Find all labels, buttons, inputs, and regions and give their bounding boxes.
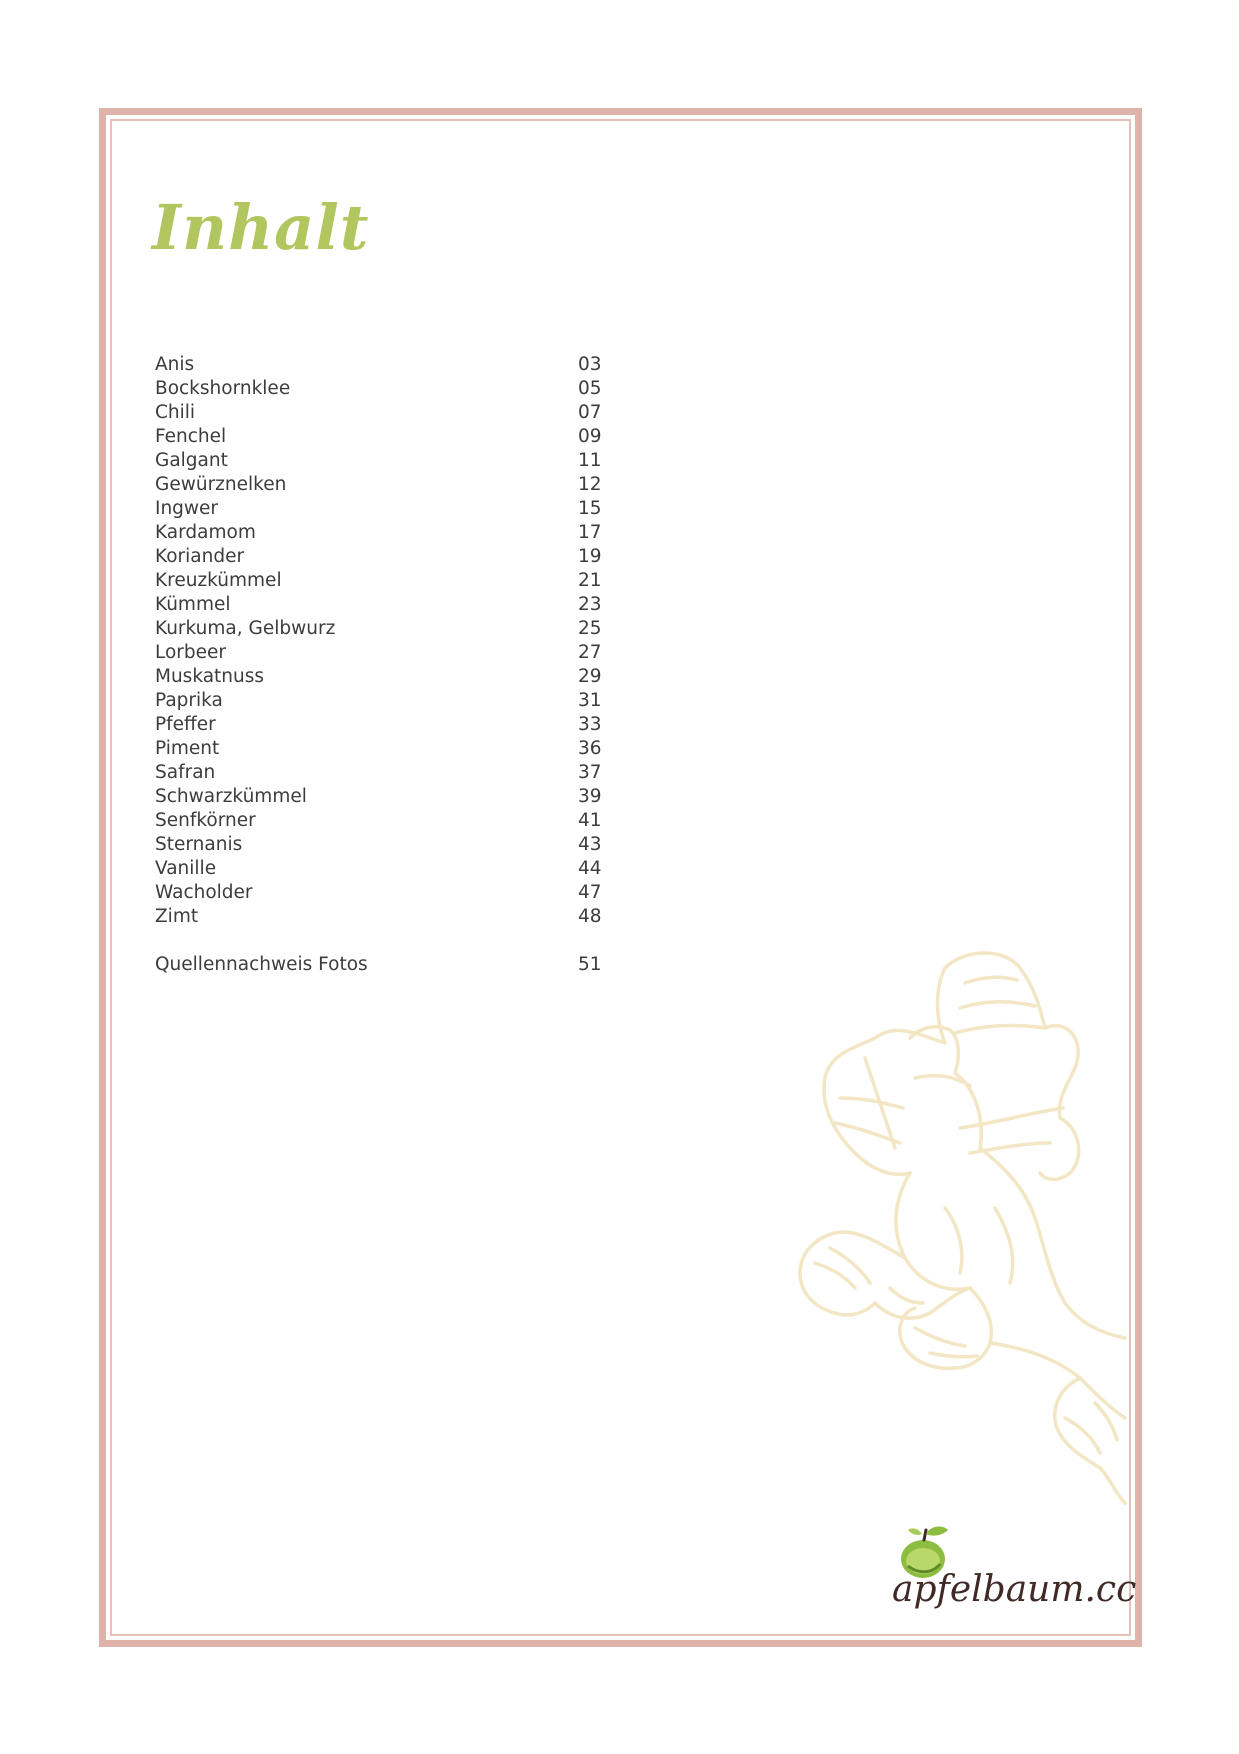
toc-entry[interactable] [155, 473, 605, 497]
toc-entry[interactable] [155, 857, 605, 881]
toc-entry-name: Wacholder [155, 882, 253, 903]
toc-entry-name: Safran [155, 762, 216, 783]
toc-entry[interactable] [155, 785, 605, 809]
toc-entry-name: Chili [155, 402, 196, 423]
toc-entry[interactable] [155, 377, 605, 401]
toc-entry-page: 21 [578, 570, 602, 591]
table-of-contents [155, 353, 605, 977]
page-title: Inhalt [152, 191, 370, 264]
toc-entry-name: Lorbeer [155, 642, 227, 663]
toc-entry-name: Kardamom [155, 522, 256, 543]
toc-entry-page: 12 [578, 474, 602, 495]
toc-entry[interactable] [155, 761, 605, 785]
toc-entry-name: Anis [155, 354, 195, 375]
toc-entry[interactable] [155, 833, 605, 857]
toc-entry-page: 51 [578, 954, 602, 975]
toc-entry-name: Pfeffer [155, 714, 216, 735]
toc-entry[interactable] [155, 353, 605, 377]
toc-entry-page: 39 [578, 786, 602, 807]
toc-entry-page: 09 [578, 426, 602, 447]
toc-entry-name: Quellennachweis Fotos [155, 954, 368, 975]
toc-entry-name: Kurkuma, Gelbwurz [155, 618, 336, 639]
toc-entry-page: 11 [578, 450, 602, 471]
toc-entry-page: 48 [578, 906, 602, 927]
toc-entry[interactable] [155, 737, 605, 761]
toc-entry[interactable] [155, 593, 605, 617]
toc-entry-name: Kümmel [155, 594, 231, 615]
toc-entry-page: 36 [578, 738, 602, 759]
toc-entry-name: Schwarzkümmel [155, 786, 307, 807]
toc-entry[interactable] [155, 665, 605, 689]
toc-entry-page: 23 [578, 594, 602, 615]
toc-entry[interactable] [155, 521, 605, 545]
toc-entry[interactable] [155, 569, 605, 593]
toc-entry[interactable] [155, 401, 605, 425]
toc-entry-page: 37 [578, 762, 602, 783]
brand-logo-text: apfelbaum.cc [892, 1569, 1137, 1610]
toc-entry-name: Muskatnuss [155, 666, 265, 687]
toc-entry[interactable] [155, 449, 605, 473]
toc-entry-name: Kreuzkümmel [155, 570, 282, 591]
toc-entry-page: 17 [578, 522, 602, 543]
toc-entry[interactable] [155, 881, 605, 905]
toc-entry-page: 41 [578, 810, 602, 831]
toc-entry-name: Galgant [155, 450, 228, 471]
toc-entry-page: 15 [578, 498, 602, 519]
toc-entry-name: Gewürznelken [155, 474, 287, 495]
toc-entry-page: 25 [578, 618, 602, 639]
toc-entry-name: Bockshornklee [155, 378, 291, 399]
toc-entry-photo-credits[interactable] [155, 953, 605, 977]
toc-entry-page: 03 [578, 354, 602, 375]
toc-entry-name: Fenchel [155, 426, 227, 447]
toc-entry-page: 47 [578, 882, 602, 903]
toc-entry-name: Paprika [155, 690, 223, 711]
toc-entry-name: Ingwer [155, 498, 219, 519]
toc-entry-page: 27 [578, 642, 602, 663]
toc-entry-name: Zimt [155, 906, 199, 927]
toc-entry[interactable] [155, 497, 605, 521]
toc-entry-name: Piment [155, 738, 220, 759]
toc-entry-page: 19 [578, 546, 602, 567]
toc-entry[interactable] [155, 905, 605, 929]
toc-entry-name: Senfkörner [155, 810, 256, 831]
toc-entry[interactable] [155, 617, 605, 641]
toc-entry-page: 43 [578, 834, 602, 855]
toc-entry-page: 05 [578, 378, 602, 399]
toc-entry-page: 33 [578, 714, 602, 735]
toc-entry-page: 44 [578, 858, 602, 879]
toc-entry-name: Koriander [155, 546, 245, 567]
toc-entry-page: 07 [578, 402, 602, 423]
toc-entry[interactable] [155, 425, 605, 449]
toc-entry[interactable] [155, 809, 605, 833]
toc-entry-name: Vanille [155, 858, 217, 879]
toc-entry-name: Sternanis [155, 834, 243, 855]
ginger-root-icon [795, 948, 1130, 1518]
toc-entry[interactable] [155, 689, 605, 713]
toc-entry[interactable] [155, 713, 605, 737]
toc-entry[interactable] [155, 545, 605, 569]
toc-entry[interactable] [155, 641, 605, 665]
toc-entry-page: 29 [578, 666, 602, 687]
toc-entry-page: 31 [578, 690, 602, 711]
